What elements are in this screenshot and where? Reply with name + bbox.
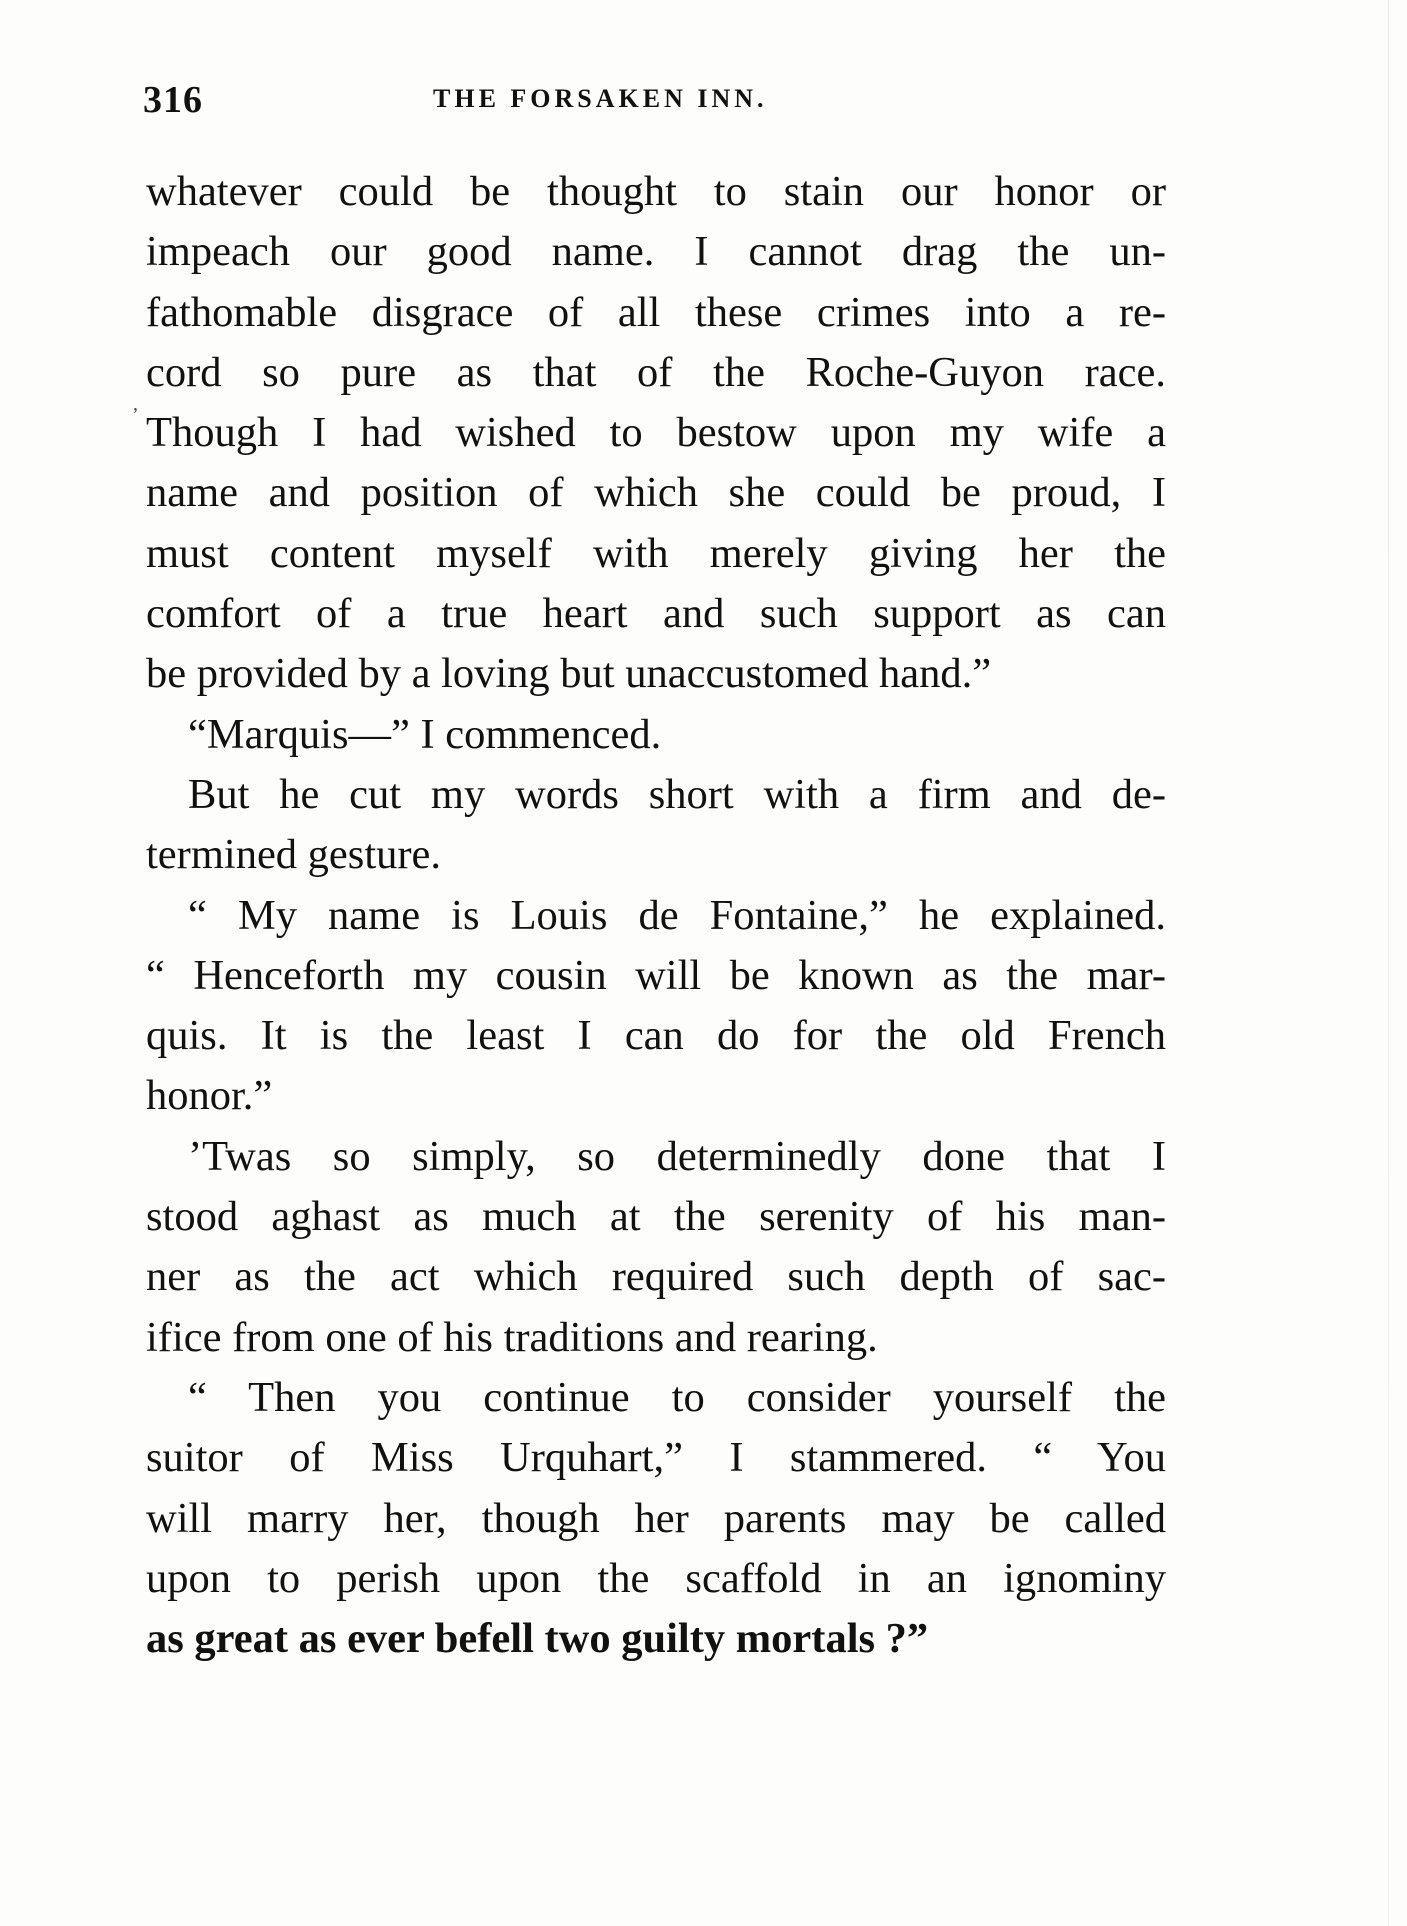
page-fold-shadow bbox=[1388, 0, 1389, 1926]
text-line: “ Henceforth my cousin will be known as the mar- bbox=[146, 951, 1166, 999]
text-line: But he cut my words short with a firm and de- bbox=[188, 770, 1166, 818]
text-line: suitor of Miss Urquhart,” I stammered. “ You bbox=[146, 1434, 1166, 1482]
text-line: ifice from one of his traditions and rearing. bbox=[146, 1313, 878, 1361]
text-line: termined gesture. bbox=[146, 831, 442, 879]
running-head: THE FORSAKEN INN. bbox=[433, 84, 768, 113]
text-line: name and position of which she could be proud, I bbox=[146, 469, 1166, 517]
text-line: “Marquis—” I commenced. bbox=[188, 710, 662, 758]
text-line: Though I had wished to bestow upon my wife a bbox=[146, 409, 1166, 457]
text-line: must content myself with merely giving her the bbox=[146, 529, 1166, 577]
text-line: “ Then you continue to consider yourself the bbox=[188, 1373, 1166, 1421]
text-line: ner as the act which required such depth of sac- bbox=[146, 1253, 1166, 1301]
text-line: ’Twas so simply, so determinedly done that I bbox=[188, 1132, 1166, 1180]
text-line: quis. It is the least I can do for the old French bbox=[146, 1012, 1166, 1060]
text-line: fathomable disgrace of all these crimes into a re- bbox=[146, 288, 1166, 336]
text-line: be provided by a loving but unaccustomed hand.” bbox=[146, 650, 992, 698]
text-line: upon to perish upon the scaffold in an ignominy bbox=[146, 1554, 1166, 1602]
page-header bbox=[143, 78, 1158, 138]
text-line: impeach our good name. I cannot drag the un- bbox=[146, 228, 1166, 276]
text-line: comfort of a true heart and such support as can bbox=[146, 590, 1166, 638]
text-line: cord so pure as that of the Roche-Guyon race. bbox=[146, 348, 1166, 396]
text-line: honor.” bbox=[146, 1072, 273, 1120]
body-text bbox=[146, 162, 1166, 1669]
text-line: whatever could be thought to stain our honor or bbox=[146, 168, 1166, 215]
text-line: “ My name is Louis de Fontaine,” he explained. bbox=[188, 891, 1166, 939]
text-line: will marry her, though her parents may be called bbox=[146, 1494, 1166, 1542]
page-number: 316 bbox=[143, 79, 203, 121]
margin-tick-mark: ‚ bbox=[132, 393, 139, 415]
text-line: as great as ever befell two guilty mortals ?” bbox=[146, 1615, 929, 1663]
text-line: stood aghast as much at the serenity of his man- bbox=[146, 1193, 1166, 1241]
